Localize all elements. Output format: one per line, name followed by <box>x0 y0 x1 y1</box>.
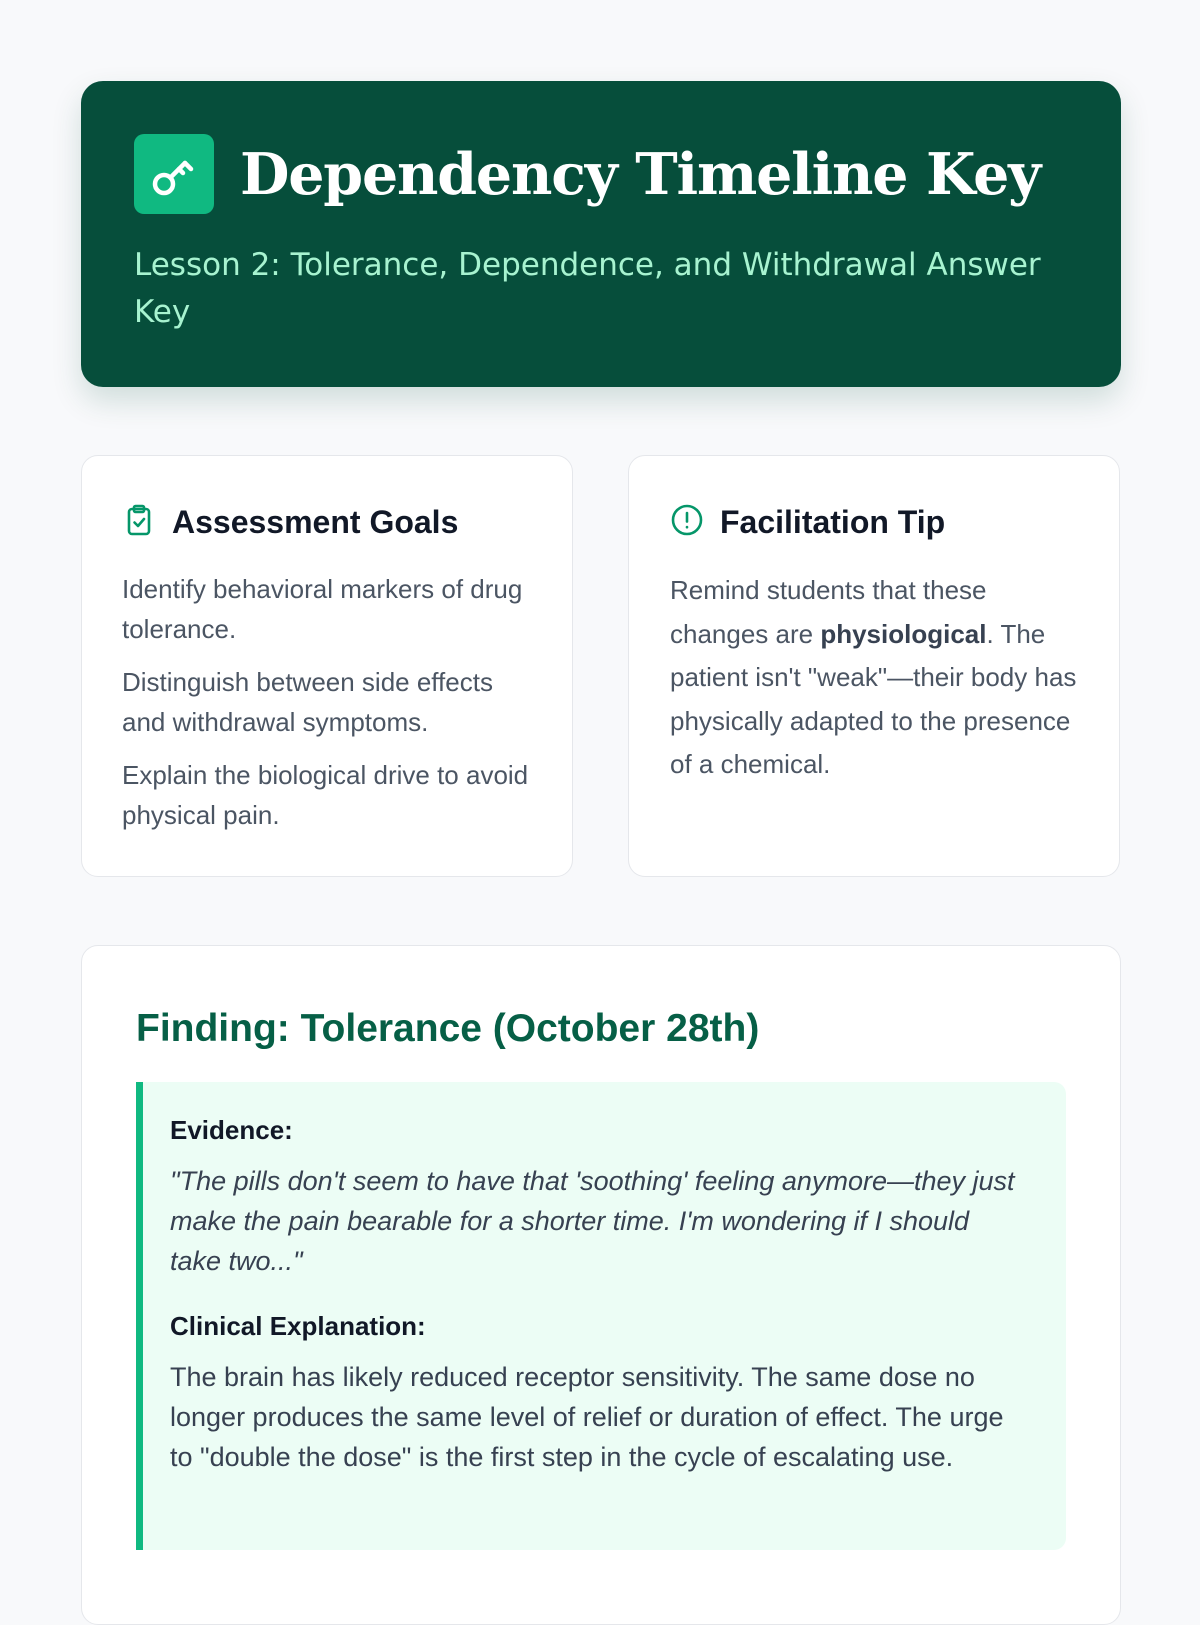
goal-item: Distinguish between side effects and withdrawal symptoms. <box>122 667 493 737</box>
clipboard-check-icon <box>122 503 156 542</box>
header-title-row <box>134 134 1068 214</box>
finding-card <box>81 945 1121 1625</box>
assessment-goals-card <box>81 455 573 877</box>
facilitation-tip-text <box>670 569 1079 787</box>
key-icon <box>134 134 214 214</box>
assessment-goals-header <box>122 501 532 543</box>
goal-item: Identify behavioral markers of drug tolerance. <box>122 574 523 644</box>
evidence-quote: "The pills don't seem to have that 'soothing' feeling anymore—they just make the pain bearable for a shorter time. I'm wondering if I should take two..." <box>170 1166 1015 1276</box>
goal-item: Explain the biological drive to avoid physical pain. <box>122 760 529 830</box>
facilitation-tip-card <box>628 455 1120 877</box>
facilitation-tip-header <box>670 501 1079 543</box>
evidence-callout <box>136 1082 1066 1550</box>
tip-text-start: Remind students that these changes are <box>670 575 987 649</box>
alert-circle-icon <box>670 503 704 542</box>
header-banner <box>81 81 1121 387</box>
tip-text-end: . The patient isn't "weak"—their body has physically adapted to the presence of a chemical. <box>670 618 1077 779</box>
clinical-explanation-label: Clinical Explanation: <box>170 1311 426 1341</box>
page-subtitle: Lesson 2: Tolerance, Dependence, and Withdrawal Answer Key <box>134 247 1041 330</box>
evidence-label: Evidence: <box>170 1115 293 1145</box>
finding-title: Finding: Tolerance (October 28th) <box>136 1007 760 1050</box>
facilitation-tip-title: Facilitation Tip <box>720 503 946 540</box>
page-title: Dependency Timeline Key <box>240 140 1041 208</box>
clinical-explanation-text: The brain has likely reduced receptor sensitivity. The same dose no longer produces the same level of relief or duration of effect. The urge to "double the dose" is the first step in the cycle of escalating use. <box>170 1362 1004 1472</box>
assessment-goals-title: Assessment Goals <box>172 503 459 540</box>
tip-text-emphasis: physiological <box>820 618 987 649</box>
